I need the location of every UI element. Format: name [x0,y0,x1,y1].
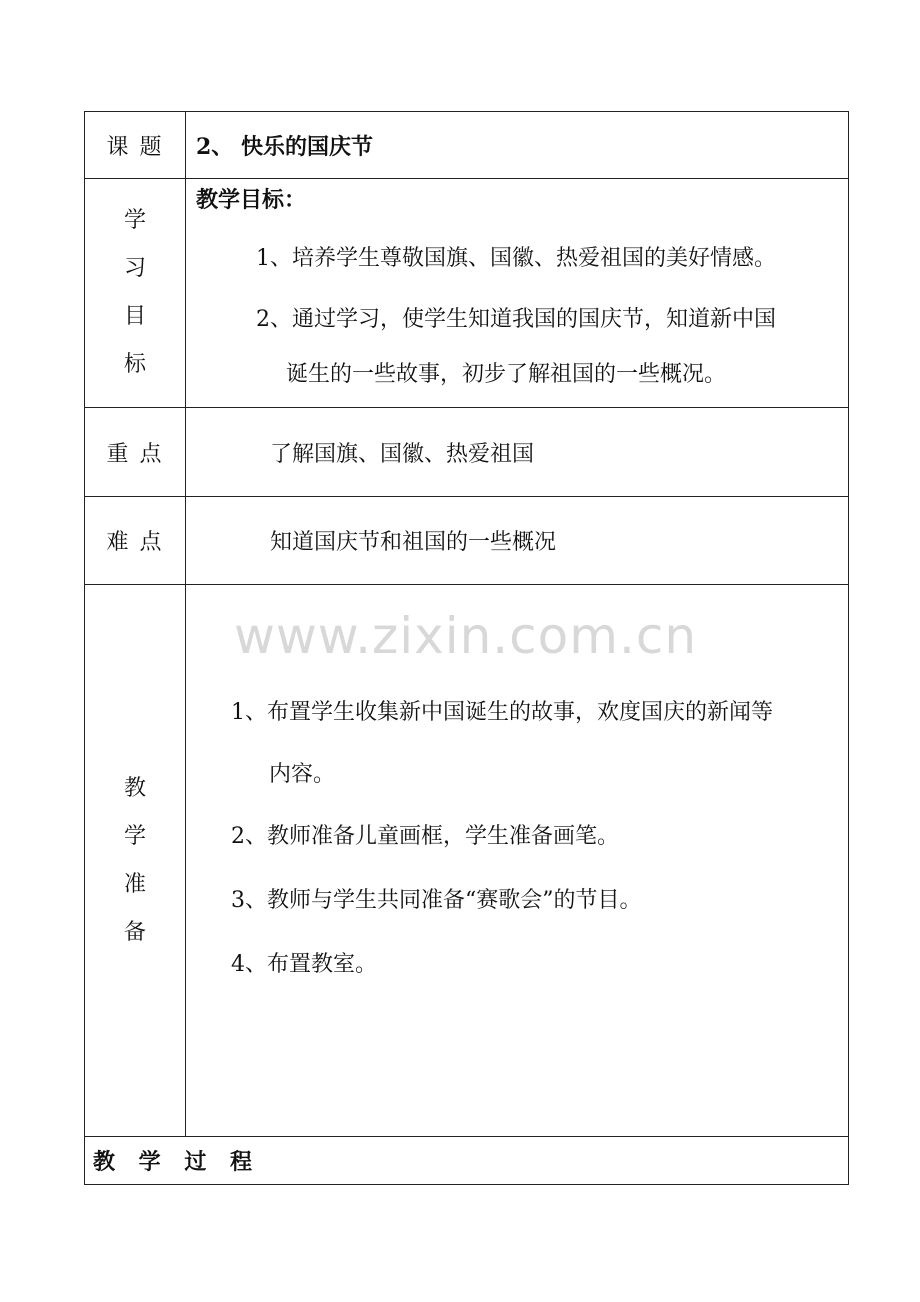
prep-item-continuation: 内容。 [269,762,336,787]
row-key-points [85,408,849,497]
goal-item: 1、培养学生尊敬国旗、国徽、热爱祖国的美好情感。 [256,246,776,271]
goals-label [85,179,186,408]
prep-item: 2、教师准备儿童画框，学生准备画笔。 [231,824,619,849]
goals-label-char: 标 [123,352,146,377]
prep-item: 4、布置教室。 [231,952,377,977]
goal-item-continuation: 诞生的一些故事，初步了解祖国的一些概况。 [286,362,727,387]
goals-label-char: 学 [123,208,146,233]
process-cell [85,1137,849,1185]
goals-label-char: 目 [123,304,146,329]
lesson-plan-table [84,111,849,1185]
key-value: 了解国旗、国徽、热爱祖国 [270,441,535,467]
row-preparation [85,585,849,1137]
difficulty-label: 难 点 [85,497,186,585]
goal-item: 2、通过学习，使学生知道我国的国庆节，知道新中国 [256,307,776,332]
row-goals [85,179,849,408]
goals-cell [186,179,849,408]
prep-item: 3、教师与学生共同准备“赛歌会”的节目。 [231,888,642,913]
prep-label-char: 教 [123,776,146,801]
prep-label [85,585,186,1137]
row-difficulty [85,497,849,585]
prep-label-char: 学 [123,824,146,849]
row-process [85,1137,849,1185]
prep-label-char: 准 [123,872,146,897]
key-cell [186,408,849,497]
difficulty-cell [186,497,849,585]
title-label: 课 题 [85,112,186,179]
watermark: www.zixin.com.cn [234,607,698,665]
process-title: 教 学 过 程 [93,1150,260,1175]
prep-label-char: 备 [123,920,146,945]
prep-item: 1、布置学生收集新中国诞生的故事，欢度国庆的新闻等 [231,700,773,725]
prep-cell [186,585,849,1137]
lesson-title: 2、 快乐的国庆节 [196,133,373,160]
goals-heading: 教学目标： [196,187,307,213]
goals-label-char: 习 [123,256,146,281]
prep-list [231,681,851,997]
difficulty-value: 知道国庆节和祖国的一些概况 [270,530,557,555]
title-cell [186,112,849,179]
row-title [85,112,849,179]
key-label: 重 点 [85,408,186,497]
